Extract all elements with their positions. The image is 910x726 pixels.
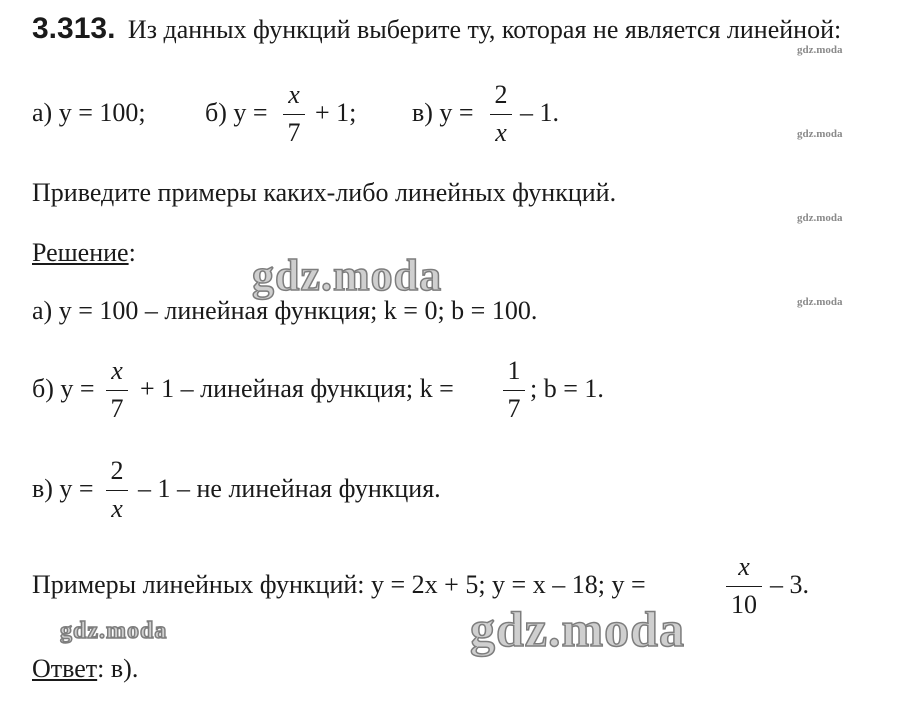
fraction-bar (106, 390, 128, 391)
question-examples: Приведите примеры каких-либо линейных функций. (32, 178, 617, 207)
watermark-large: gdz.moda (252, 251, 443, 300)
examples-fraction (726, 554, 762, 618)
fraction-numerator: x (288, 80, 300, 109)
fraction-denominator: 10 (731, 590, 757, 619)
fraction-numerator: 1 (507, 356, 521, 385)
solution-c-suffix: – 1 – не линейная функция. (138, 474, 441, 503)
fraction-bar (490, 114, 512, 115)
watermark-small: gdz.moda (797, 212, 843, 224)
option-b-prefix: б) y = (205, 98, 268, 127)
solution-b-k-fraction (503, 358, 525, 422)
fraction-numerator: x (111, 356, 123, 385)
watermark-large: gdz.moda (470, 601, 685, 657)
fraction-bar (106, 490, 128, 491)
option-b-suffix: + 1; (315, 98, 357, 127)
solution-colon: : (128, 238, 136, 267)
solution-label: Решение (32, 238, 129, 267)
fraction-numerator: 2 (494, 80, 508, 109)
answer-line (32, 656, 138, 682)
solution-b-prefix: б) y = (32, 374, 95, 403)
fraction-numerator: 2 (110, 456, 124, 485)
examples-suffix: – 3. (770, 570, 809, 599)
watermark-medium: gdz.moda (60, 618, 168, 644)
option-c-prefix: в) y = (412, 98, 474, 127)
fraction-bar (726, 586, 762, 587)
fraction-denominator: 7 (507, 394, 521, 423)
solution-b-mid: + 1 – линейная функция; k = (140, 374, 454, 403)
watermark-small: gdz.moda (797, 128, 843, 140)
watermark-small: gdz.moda (797, 296, 843, 308)
problem-statement: Из данных функций выберите ту, которая не является линейной: (127, 15, 842, 44)
fraction-denominator: 7 (287, 118, 301, 147)
solution-b-fraction (106, 358, 128, 422)
answer-label: Ответ (32, 654, 98, 683)
fraction-denominator: 7 (110, 394, 124, 423)
fraction-denominator: x (111, 494, 123, 523)
problem-heading (32, 14, 841, 44)
solution-b-suffix: ; b = 1. (530, 374, 604, 403)
problem-number: 3.313. (32, 12, 116, 45)
solution-c-prefix: в) y = (32, 474, 94, 503)
option-c-suffix: – 1. (520, 98, 559, 127)
fraction-numerator: x (738, 552, 750, 581)
solution-heading (32, 240, 136, 266)
fraction-bar (503, 390, 525, 391)
answer-value: : в). (97, 654, 139, 683)
fraction-denominator: x (495, 118, 507, 147)
option-a: а) y = 100; (32, 98, 146, 127)
examples-prefix: Примеры линейных функций: y = 2x + 5; y = x – 18; y = (32, 570, 646, 599)
option-b-fraction (283, 82, 305, 146)
solution-a: а) y = 100 – линейная функция; k = 0; b = 100. (32, 296, 538, 325)
option-c-fraction (490, 82, 512, 146)
fraction-bar (283, 114, 305, 115)
solution-c-fraction (106, 458, 128, 522)
watermark-small: gdz.moda (797, 44, 843, 56)
